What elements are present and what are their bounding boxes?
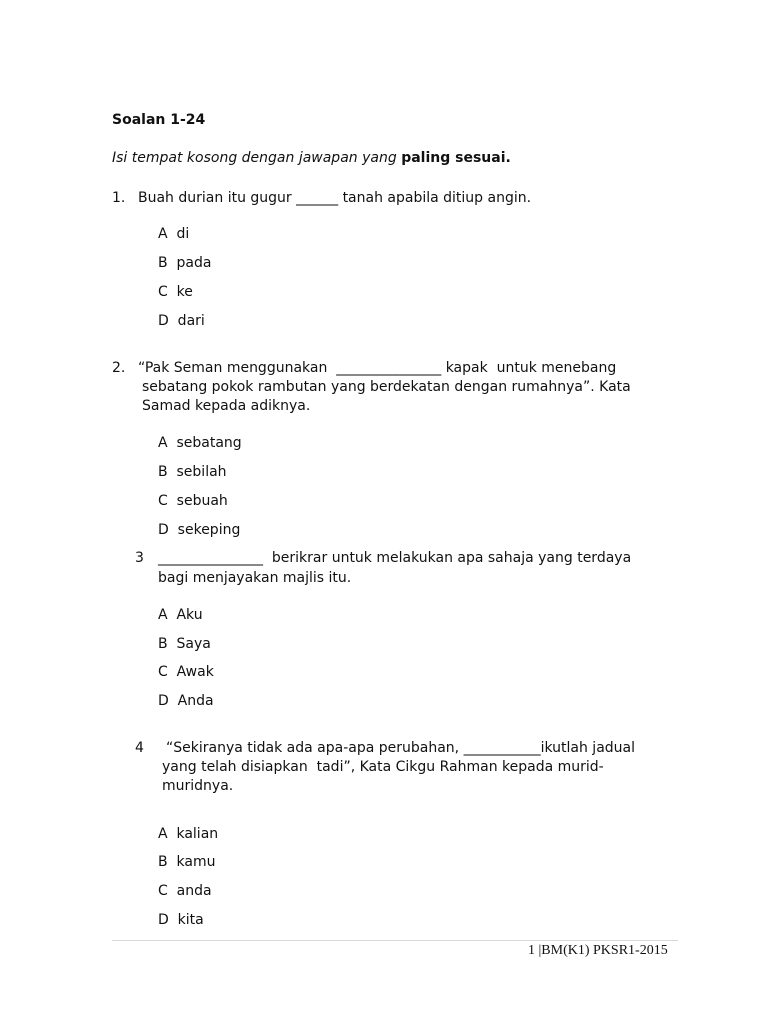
question-text-line: bagi menjayakan majlis itu. xyxy=(158,570,352,586)
option[interactable]: D sekeping xyxy=(158,522,241,538)
question-number: 1. xyxy=(112,190,126,206)
option[interactable]: D kita xyxy=(158,912,204,928)
question-text-line: sebatang pokok rambutan yang berdekatan dengan rumahnya”. Kata xyxy=(142,379,631,395)
footer-divider xyxy=(112,940,678,941)
section-title: Soalan 1-24 xyxy=(112,112,206,128)
option[interactable]: C Awak xyxy=(158,664,214,680)
question-text-line: “Sekiranya tidak ada apa-apa perubahan, ___________ikutlah jadual xyxy=(166,740,635,756)
option[interactable]: B sebilah xyxy=(158,464,227,480)
option[interactable]: B kamu xyxy=(158,854,216,870)
option[interactable]: A Aku xyxy=(158,607,203,623)
question-number: 2. xyxy=(112,360,126,376)
question-text-line: “Pak Seman menggunakan _______________ kapak untuk menebang xyxy=(138,360,617,376)
question-text: Buah durian itu gugur ______ tanah apabila ditiup angin. xyxy=(138,190,532,206)
option[interactable]: C anda xyxy=(158,883,212,899)
option[interactable]: A sebatang xyxy=(158,435,242,451)
question-text-line: yang telah disiapkan tadi”, Kata Cikgu Rahman kepada murid- xyxy=(162,759,604,775)
question-number: 3 xyxy=(135,550,144,566)
option[interactable]: A kalian xyxy=(158,826,219,842)
question-text-line: muridnya. xyxy=(162,778,234,794)
option[interactable]: A di xyxy=(158,226,190,242)
instruction xyxy=(112,150,511,166)
option[interactable]: C sebuah xyxy=(158,493,228,509)
instruction-italic: Isi tempat kosong dengan jawapan yang xyxy=(112,150,402,166)
instruction-bold: paling sesuai. xyxy=(401,150,511,166)
question-text-line: _______________ berikrar untuk melakukan apa sahaja yang terdaya xyxy=(158,550,632,566)
option[interactable]: B pada xyxy=(158,255,212,271)
option[interactable]: D Anda xyxy=(158,693,214,709)
option[interactable]: B Saya xyxy=(158,636,211,652)
question-number: 4 xyxy=(135,740,144,756)
page-footer: 1 |BM(K1) PKSR1-2015 xyxy=(528,943,668,958)
question-text-line: Samad kepada adiknya. xyxy=(142,398,311,414)
option[interactable]: D dari xyxy=(158,313,205,329)
option[interactable]: C ke xyxy=(158,284,193,300)
